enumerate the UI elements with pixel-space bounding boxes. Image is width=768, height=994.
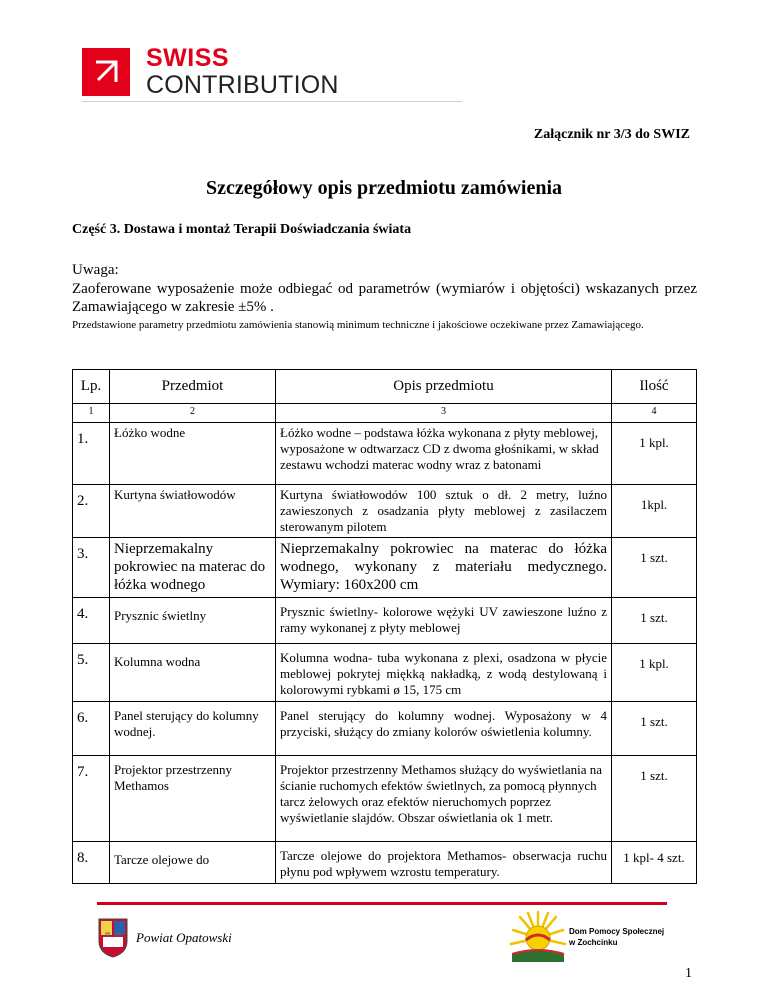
swiss-contribution-logo-mark xyxy=(82,48,130,96)
row-item: Projektor przestrzenny Methamos xyxy=(110,756,276,842)
row-quantity: 1 szt. xyxy=(612,756,697,842)
annex-label: Załącznik nr 3/3 do SWIZ xyxy=(533,127,690,142)
table-row xyxy=(73,756,697,842)
dps-name-line2: w Zochcinku xyxy=(569,938,618,947)
note-text: Zaoferowane wyposażenie może odbiegać od parametrów (wymiarów i objętości) wskazanych przez Zamawiającego w zakresie ±5% . xyxy=(72,281,697,315)
row-quantity: 1 kpl. xyxy=(612,644,697,702)
table-row xyxy=(73,644,697,702)
row-lp: 3. xyxy=(73,538,110,598)
row-quantity: 1kpl. xyxy=(612,485,697,538)
part-heading: Część 3. Dostawa i montaż Terapii Doświadczania świata xyxy=(72,222,412,237)
row-item: Panel sterujący do kolumny wodnej. xyxy=(110,702,276,756)
row-quantity: 1 kpl. xyxy=(612,423,697,485)
header-divider xyxy=(82,101,462,102)
column-number: 1 xyxy=(73,404,110,423)
row-lp: 4. xyxy=(73,598,110,644)
table-row xyxy=(73,538,697,598)
row-lp: 8. xyxy=(73,842,110,884)
powiat-crest-icon xyxy=(97,915,129,964)
dps-name-line1: Dom Pomocy Społecznej xyxy=(569,927,665,936)
row-description: Nieprzemakalny pokrowiec na materac do łóżka wodnego, wykonany z materiału medycznego. Wymiary: 160x200 cm xyxy=(276,538,612,598)
row-lp: 2. xyxy=(73,485,110,538)
row-item: Nieprzemakalny pokrowiec na materac do łóżka wodnego xyxy=(110,538,276,598)
logo-text-contribution: CONTRIBUTION xyxy=(146,71,339,99)
table-row xyxy=(73,485,697,538)
row-lp: 6. xyxy=(73,702,110,756)
row-item: Kolumna wodna xyxy=(110,644,276,702)
powiat-name: Powiat Opatowski xyxy=(136,930,232,945)
column-header-description: Opis przedmiotu xyxy=(276,370,612,404)
specification-table xyxy=(72,369,697,884)
row-item: Łóżko wodne xyxy=(110,423,276,485)
note-small-print: Przedstawione parametry przedmiotu zamówienia stanowią minimum techniczne i jakościowe oczekiwane przez Zamawiającego. xyxy=(72,319,644,331)
column-number-row xyxy=(73,404,697,423)
page-title: Szczegółowy opis przedmiotu zamówienia xyxy=(205,177,563,199)
table-row xyxy=(73,423,697,485)
row-description: Tarcze olejowe do projektora Methamos- obserwacja ruchu płynu pod wpływem wzrostu temperatury. xyxy=(276,842,612,884)
dps-sun-logo-icon xyxy=(508,908,568,971)
logo-text-swiss: SWISS xyxy=(146,44,230,72)
column-number: 4 xyxy=(612,404,697,423)
column-number: 2 xyxy=(110,404,276,423)
table-row xyxy=(73,598,697,644)
table-header-row xyxy=(73,370,697,404)
row-description: Kurtyna światłowodów 100 sztuk o dł. 2 metry, luźno zawieszonych z osadzania płyty meblowej z zasilaczem sterowanym pilotem xyxy=(276,485,612,538)
dps-name xyxy=(569,926,664,948)
table-row xyxy=(73,842,697,884)
row-description: Projektor przestrzenny Methamos służący do wyświetlania na ścianie ruchomych efektów świetlnych, za pomocą płynnych tarcz żelowych oraz efektów nieruchomych poprzez wyświetlanie slajdów. Obszar oświetlania ok 1 metr. xyxy=(276,756,612,842)
footer-divider xyxy=(97,902,667,905)
column-header-quantity: Ilość xyxy=(612,370,697,404)
row-description: Panel sterujący do kolumny wodnej. Wyposażony w 4 przyciski, służący do zmiany kolorów oświetlenia kolumny. xyxy=(276,702,612,756)
row-description: Prysznic świetlny- kolorowe wężyki UV zawieszone luźno z ramy wykonanej z płyty meblowej xyxy=(276,598,612,644)
row-quantity: 1 szt. xyxy=(612,598,697,644)
row-quantity: 1 szt. xyxy=(612,702,697,756)
row-quantity: 1 kpl- 4 szt. xyxy=(612,842,697,884)
logo-arrow-icon xyxy=(82,48,130,96)
row-item: Prysznic świetlny xyxy=(110,598,276,644)
column-header-item: Przedmiot xyxy=(110,370,276,404)
row-description: Kolumna wodna- tuba wykonana z plexi, osadzona w płycie meblowej pokrytej miękką nakładką, z wodą destylowaną i kolorowymi rybkami ø 15, 175 cm xyxy=(276,644,612,702)
page-number: 1 xyxy=(685,966,692,981)
row-description: Łóżko wodne – podstawa łóżka wykonana z płyty meblowej, wyposażone w odtwarzacz CD z dwoma głośnikami, w skład zestawu wchodzi materac wodny wraz z batonami xyxy=(276,423,612,485)
row-item: Tarcze olejowe do xyxy=(110,842,276,884)
note-label: Uwaga: xyxy=(72,262,119,278)
table-row xyxy=(73,702,697,756)
row-lp: 1. xyxy=(73,423,110,485)
row-item: Kurtyna światłowodów xyxy=(110,485,276,538)
row-lp: 7. xyxy=(73,756,110,842)
row-quantity: 1 szt. xyxy=(612,538,697,598)
column-header-lp: Lp. xyxy=(73,370,110,404)
column-number: 3 xyxy=(276,404,612,423)
row-lp: 5. xyxy=(73,644,110,702)
